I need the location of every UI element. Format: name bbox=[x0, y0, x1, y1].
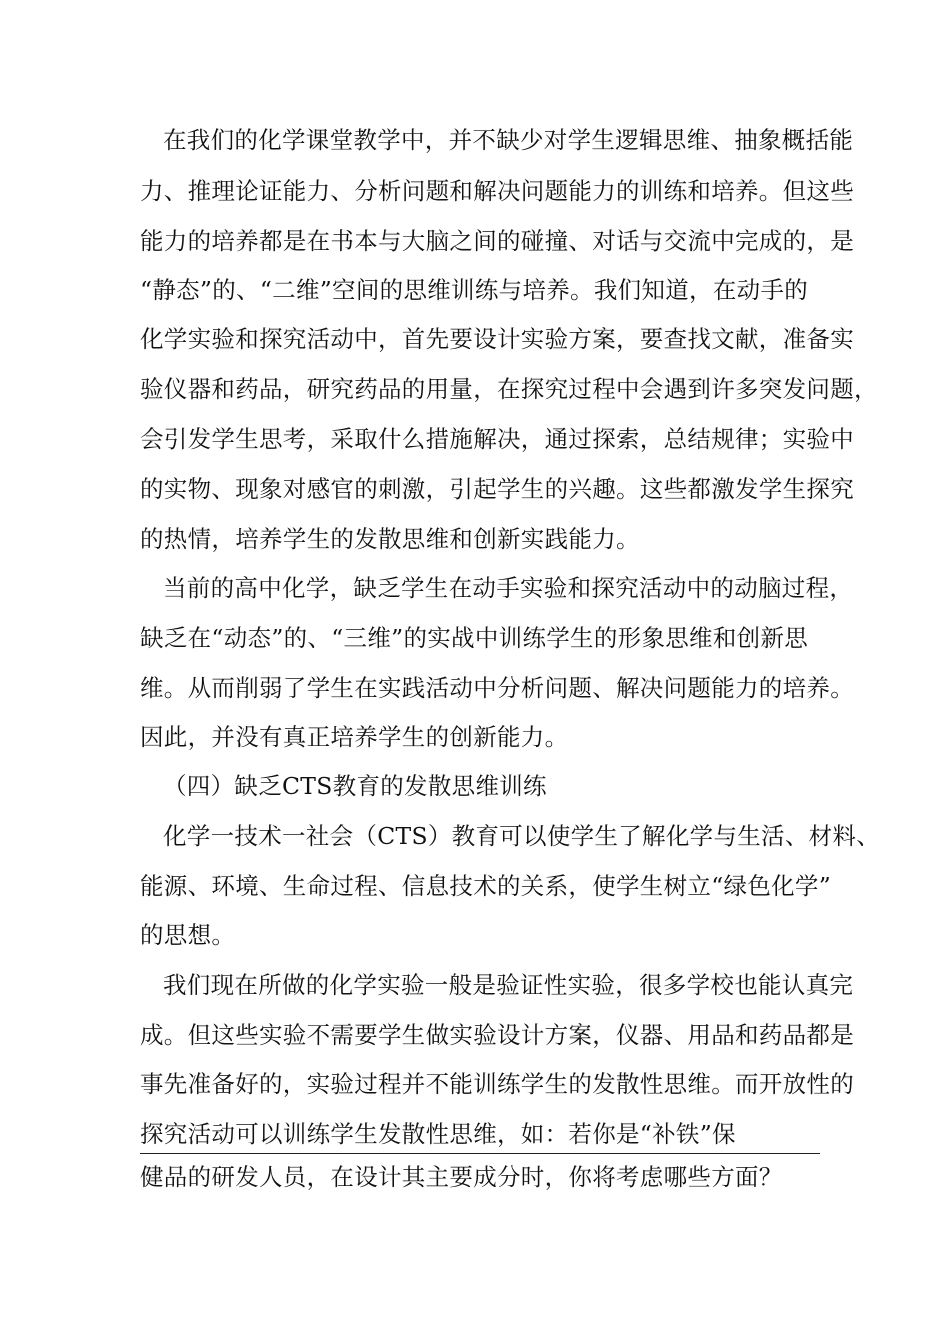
paragraph-4-line-3: 事先准备好的，实验过程并不能训练学生的发散性思维。而开放性的 bbox=[140, 1070, 854, 1098]
paragraph-4-line-5: 健品的研发人员，在设计其主要成分时，你将考虑哪些方面？ bbox=[140, 1163, 783, 1191]
paragraph-4-line-1: 我们现在所做的化学实验一般是验证性实验，很多学校也能认真完 bbox=[163, 971, 854, 999]
horizontal-rule bbox=[140, 1153, 820, 1154]
paragraph-2-line-3: 维。从而削弱了学生在实践活动中分析问题、解决问题能力的培养。 bbox=[140, 674, 854, 702]
paragraph-2-line-4: 因此，并没有真正培养学生的创新能力。 bbox=[140, 723, 569, 751]
paragraph-1-line-9: 的热情，培养学生的发散思维和创新实践能力。 bbox=[140, 525, 640, 553]
paragraph-1-line-3: 能力的培养都是在书本与大脑之间的碰撞、对话与交流中完成的，是 bbox=[140, 227, 854, 255]
paragraph-1-line-2: 力、推理论证能力、分析问题和解决问题能力的训练和培养。但这些 bbox=[140, 177, 854, 205]
paragraph-3-line-3: 的思想。 bbox=[140, 921, 236, 949]
paragraph-3-line-1: 化学一技术一社会（CTS）教育可以使学生了解化学与生活、材料、 bbox=[163, 822, 881, 850]
paragraph-1-line-8: 的实物、现象对感官的刺激，引起学生的兴趣。这些都激发学生探究 bbox=[140, 475, 854, 503]
paragraph-1-line-5: 化学实验和探究活动中，首先要设计实验方案，要查找文献，准备实 bbox=[140, 325, 854, 353]
paragraph-2-line-1: 当前的高中化学，缺乏学生在动手实验和探究活动中的动脑过程， bbox=[163, 574, 854, 602]
paragraph-1-line-6: 验仪器和药品，研究药品的用量，在探究过程中会遇到许多突发问题， bbox=[140, 375, 878, 403]
paragraph-4-line-2: 成。但这些实验不需要学生做实验设计方案，仪器、用品和药品都是 bbox=[140, 1021, 854, 1049]
section-heading: （四）缺乏CTS教育的发散思维训练 bbox=[163, 772, 547, 800]
paragraph-3-line-2: 能源、环境、生命过程、信息技术的关系，使学生树立“绿色化学” bbox=[140, 872, 832, 900]
paragraph-1-line-7: 会引发学生思考，采取什么措施解决，通过探索，总结规律；实验中 bbox=[140, 425, 854, 453]
paragraph-4-line-4: 探究活动可以训练学生发散性思维，如：若你是“补铁”保 bbox=[140, 1120, 736, 1148]
paragraph-2-line-2: 缺乏在“动态”的、“三维”的实战中训练学生的形象思维和创新思 bbox=[140, 624, 809, 652]
paragraph-1-line-4: “静态”的、“二维”空间的思维训练与培养。我们知道，在动手的 bbox=[140, 276, 809, 304]
paragraph-1-line-1: 在我们的化学课堂教学中，并不缺少对学生逻辑思维、抽象概括能 bbox=[163, 126, 854, 154]
